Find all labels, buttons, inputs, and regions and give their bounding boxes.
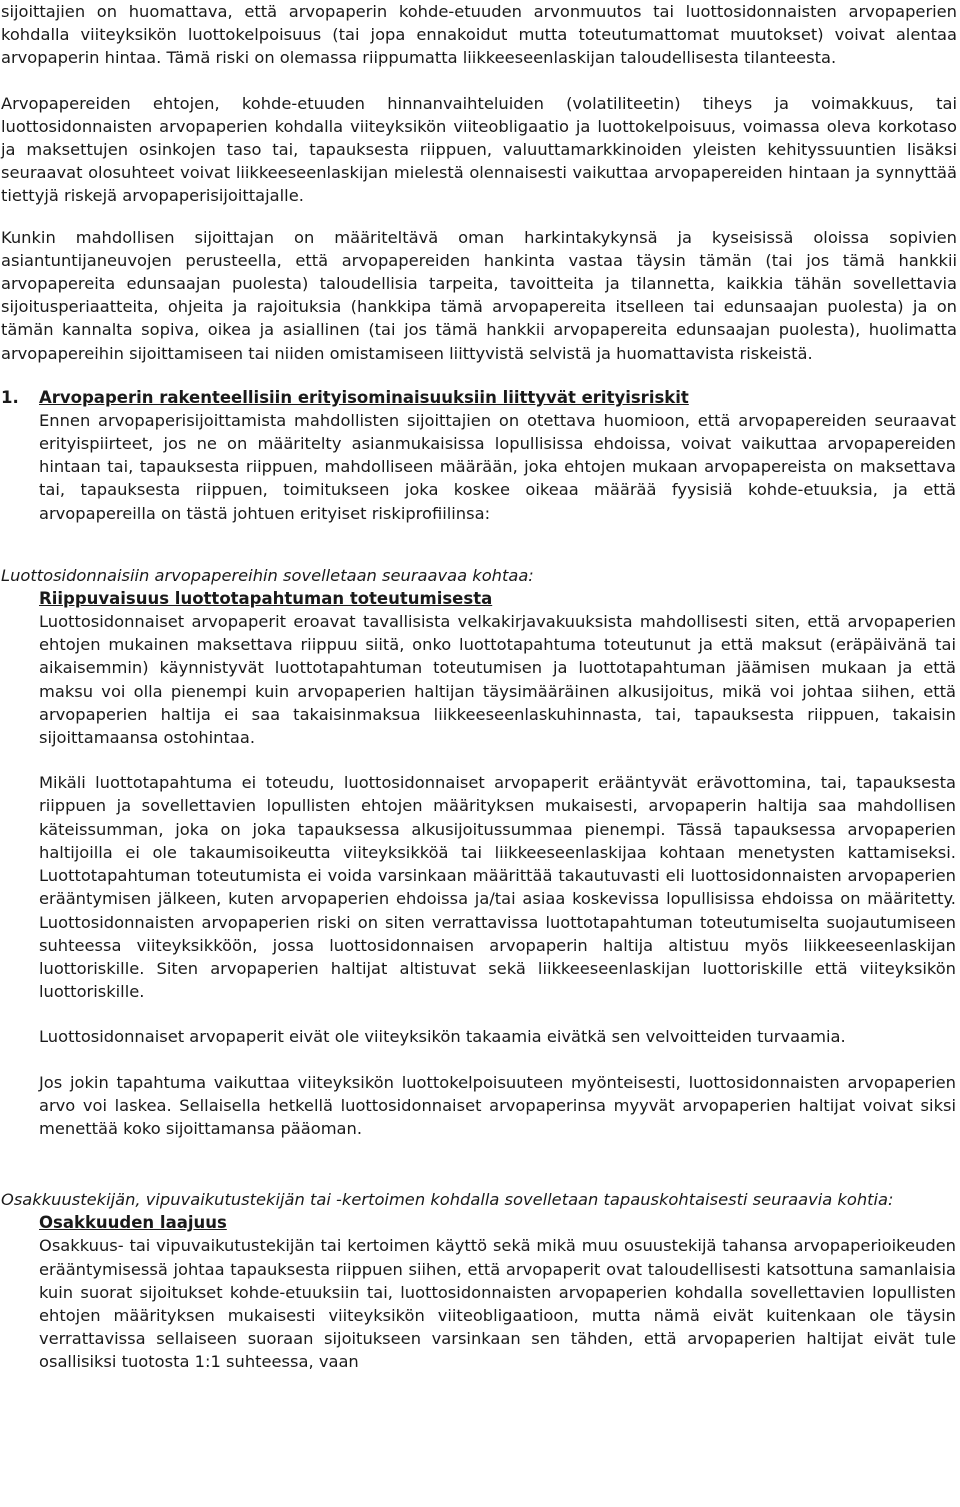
paragraph-influencing-factors: Arvopapereiden ehtojen, kohde-etuuden hinnanvaihteluiden (volatiliteetin) tiheys ja voimakkuus, tai luottosidonnaisten arvopaperien kohdalla viiteyksikön viiteobligaatio ja luottokelpoisuus, voimassa oleva korkotaso ja maksettujen osinkojen taso tai, tapauksesta riippuen, valuuttamarkkinoiden yleisten kehityssuuntien lisäksi seuraavat olosuhteet voivat liikkeeseenlaskijan mielestä olennaisesti vaikuttaa arvopapereiden hintaan ja synnyttää tiettyjä riskejä arvopaperisijoittajalle. (1, 93, 957, 206)
credit-paragraph-3: Luottosidonnaiset arvopaperit eivät ole viiteyksikön takaamia eivätkä sen velvoitteiden turvaamia. (39, 1027, 846, 1047)
paragraph-price-risk: sijoittajien on huomattava, että arvopaperin kohde-etuuden arvonmuutos tai luottosidonnaisten arvopaperien kohdalla viiteyksikön luottokelpoisuus (tai jopa ennakoidut mutta toteutumattomat muutokset) voivat alentaa arvopaperin hintaa. Tämä riski on olemassa riippumatta liikkeeseenlaskijan taloudellisesta tilanteesta. (1, 2, 957, 68)
section-heading (1, 386, 960, 409)
section-title: Arvopaperin rakenteellisiin erityisominaisuuksiin liittyvät erityisriskit (39, 387, 689, 407)
credit-paragraph-2: Mikäli luottotapahtuma ei toteudu, luottosidonnaiset arvopaperit erääntyvät erävottomina, tai, tapauksesta riippuen ja sovellettavien lopullisten ehtojen määrityksen mukaisesti, arvopaperin haltija saa mahdollisen käteissumman, joka on joka tapauksessa alkusijoitussummaa pienempi. Tässä tapauksessa arvopaperien haltijoilla ei ole takaumisoikeutta viiteyksikköä tai liikkeeseenlaskijaa kohtaan menetysten kattamiseksi. Luottotapahtuman toteutumista ei voida varsinkaan määrittää takautuvasti eli luottosidonnaisten arvopaperien erääntymisen jälkeen, kuten arvopaperien ehdoissa ja/tai asiaa koskevissa lopullisissa ehdoissa on määritetty. Luottosidonnaisten arvopaperien riski on siten verrattavissa luottotapahtuman toteutumiselta suojautumiseen suhteessa viiteyksikköön, jossa luottosidonnaisen arvopaperin haltija altistuu myös liikkeeseenlaskijan luottoriskille. Siten arvopaperien haltijat altistuvat sekä liikkeeseenlaskijan luottoriskille että viiteyksikön luottoriskille. (39, 773, 956, 1002)
participation-intro: Osakkuustekijän, vipuvaikutustekijän tai -kertoimen kohdalla sovelletaan tapauskohtaisesti seuraavia kohtia: (1, 1190, 894, 1210)
participation-heading: Osakkuuden laajuus (39, 1213, 227, 1233)
credit-linked-intro: Luottosidonnaisiin arvopapereihin sovelletaan seuraavaa kohtaa: (1, 565, 534, 585)
credit-event-heading: Riippuvaisuus luottotapahtuman toteutumisesta (39, 589, 493, 609)
credit-paragraph-4: Jos jokin tapahtuma vaikuttaa viiteyksikön luottokelpoisuuteen myönteisesti, luottosidonnaisten arvopaperien arvo voi laskea. Sellaisella hetkellä luottosidonnaiset arvopaperinsa myyvät arvopaperien haltijat voivat siksi menettää koko sijoittamansa pääoman. (39, 1072, 956, 1138)
section-number: 1. (1, 387, 19, 407)
section-intro: Ennen arvopaperisijoittamista mahdollisten sijoittajien on otettava huomioon, että arvopapereiden seuraavat erityispiirteet, jos ne on määritelty asianmukaisissa lopullisissa ehdoissa, voivat vaikuttaa arvopapereiden hintaan tai, tapauksesta riippuen, mahdolliseen määrään, joka ehtojen mukaan arvopapereista on maksettava tai, tapauksesta riippuen, toimitukseen joka koskee oikeaa määrää fyysisiä kohde-etuuksia, ja että arvopapereilla on tästä johtuen erityiset riskiprofiilinsa: (39, 410, 956, 523)
participation-paragraph-1: Osakkuus- tai vipuvaikutustekijän tai kertoimen käyttö sekä mikä muu osuustekijä tahansa arvopaperioikeuden erääntymisessä johtaa tapauksesta riippuen siihen, että arvopaperit ovat taloudellisesti katsottuna samanlaisia kuin suorat sijoitukset kohde-etuuksiin tai, luottosidonnaisten arvopaperien kohdalla sovellettavien lopullisten ehtojen määrityksen mukaisesti viiteyksikön viiteobligaatioon, mutta nämä eivät kuitenkaan ole täysin verrattavissa sellaiseen suoraan sijoitukseen varsinkaan sen tähden, että arvopaperien haltijat eivät tule osallisiksi tuotosta 1:1 suhteessa, vaan (39, 1236, 956, 1372)
credit-paragraph-1: Luottosidonnaiset arvopaperit eroavat tavallisista velkakirjavakuuksista mahdollisesti siten, että arvopaperien ehtojen mukainen maksettava riippuu siitä, onko luottotapahtuma toteutunut ja että maksut (eräpäivänä tai aikaisemmin) käynnistyvät luottotapahtuman toteutumisen ja luottotapahtuman jäämisen mukaan ja että maksu voi olla pienempi kuin arvopaperien haltijan täysimääräinen alkusijoitus, mikä voi johtaa siihen, että arvopaperien haltija ei saa takaisinmaksua liikkeeseenlaskuhinnasta, tai, tapauksesta riippuen, takaisin sijoittamaansa ostohintaa. (39, 612, 956, 748)
paragraph-investor-suitability: Kunkin mahdollisen sijoittajan on määriteltävä oman harkintakykynsä ja kyseisissä oloissa sopivien asiantuntijaneuvojen perusteella, että arvopapereiden hankinta vastaa täysin tämän (tai jos tämä hankkii arvopapereita edunsaajan puolesta) taloudellisia tarpeita, tavoitteita ja tilannetta, kaikkia tähän sovellettavia sijoitusperiaatteita, ohjeita ja rajoituksia (hankkipa tämä arvopapereita itselleen tai edunsaajan puolesta) ja on tämän kannalta sopiva, oikea ja asiallinen (tai jos tämä hankkii arvopapereita edunsaajan puolesta), huolimatta arvopapereihin sijoittamiseen tai niiden omistamiseen liittyvistä selvistä ja huomattavista riskeistä. (1, 227, 957, 363)
